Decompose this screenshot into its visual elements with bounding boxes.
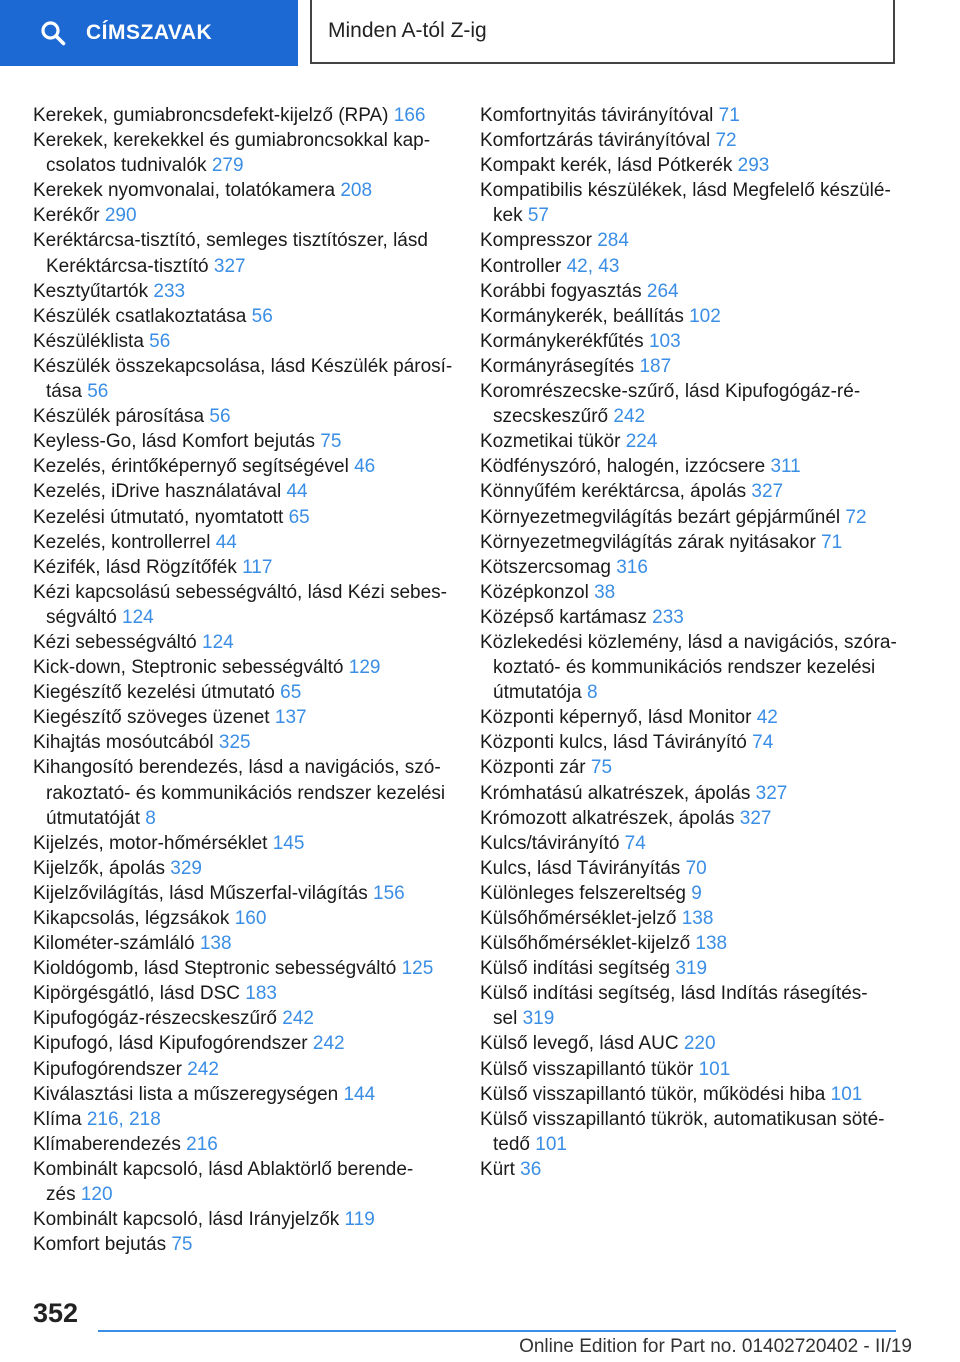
page-reference-link[interactable]: 187 xyxy=(639,355,672,377)
index-entry xyxy=(480,128,900,153)
page-reference-link[interactable]: 166 xyxy=(393,105,426,126)
index-entry xyxy=(480,354,900,379)
page-reference-link[interactable]: 124 xyxy=(122,606,154,628)
index-entry-text: Környezetmegvilágítás bezárt gépjárműnél xyxy=(480,506,846,528)
page-reference-link[interactable]: 56 xyxy=(251,305,273,327)
index-entry xyxy=(480,906,900,931)
index-entry-text: Kijelzők, ápolás xyxy=(33,857,171,879)
index-entry xyxy=(480,454,900,479)
page-reference-link[interactable]: 101 xyxy=(830,1083,863,1105)
index-entry-text: Külső visszapillantó tükör, működési hiba xyxy=(480,1083,831,1105)
index-entry xyxy=(33,1157,453,1207)
page-reference-link[interactable]: 138 xyxy=(199,933,232,955)
page-reference-link[interactable]: 327 xyxy=(751,481,784,503)
index-entry xyxy=(33,354,453,404)
index-entry-text: Keréktárcsa-tisztító, semleges tisztítószer, lásd xyxy=(33,230,428,252)
page-reference-link[interactable]: 327 xyxy=(739,807,772,829)
index-entry-text: Kihangosító berendezés, lásd a navigációs, szó- xyxy=(33,757,441,779)
index-entry xyxy=(480,605,900,630)
page-reference-link[interactable]: 137 xyxy=(274,707,307,729)
index-entry xyxy=(480,856,900,881)
page-number: 352 xyxy=(33,1298,79,1328)
page-reference-link[interactable]: 293 xyxy=(737,155,770,177)
index-entry-text: Kulcs, lásd Távirányítás xyxy=(480,857,686,879)
page-reference-link[interactable]: 224 xyxy=(625,431,658,453)
page-reference-link[interactable]: 71 xyxy=(821,531,843,553)
search-icon xyxy=(40,20,66,46)
index-entry-text: Kijelzővilágítás, lásd Műszerfal-világítás xyxy=(33,882,374,904)
index-entry xyxy=(480,479,900,504)
index-entry xyxy=(33,279,453,304)
page-reference-link[interactable]: 46 xyxy=(354,456,376,478)
index-entry-text: Kiegészítő szöveges üzenet xyxy=(33,707,275,729)
index-entry-text: Kompatibilis készülékek, lásd Megfelelő készülé- xyxy=(480,180,891,202)
index-entry xyxy=(33,304,453,329)
index-entry-text: Kiegészítő kezelési útmutató xyxy=(33,682,281,704)
page-reference-link[interactable]: 316 xyxy=(616,556,648,578)
index-entry-text: Kezelési útmutató, nyomtatott xyxy=(33,506,289,528)
index-entry xyxy=(33,981,453,1006)
index-entry-text: sel xyxy=(493,1008,523,1030)
page-reference-link[interactable]: 119 xyxy=(344,1209,375,1231)
index-entry-text: Keréktárcsa-tisztító xyxy=(46,255,214,277)
index-entry xyxy=(480,103,900,128)
page-reference-link[interactable]: 75 xyxy=(320,431,342,453)
index-entry xyxy=(480,1157,900,1182)
page-reference-link[interactable]: 242 xyxy=(613,406,646,428)
index-column-left xyxy=(33,103,453,1257)
index-entry xyxy=(33,705,453,730)
index-entry-text: Kormányrásegítés xyxy=(480,355,640,377)
index-entry-text: Külső visszapillantó tükör xyxy=(480,1058,699,1080)
index-entry-text: koztató- és kommunikációs rendszer kezelési xyxy=(493,657,876,679)
page-reference-link[interactable]: 75 xyxy=(171,1234,193,1256)
index-entry-text: Kézi kapcsolású sebességváltó, lásd Kézi sebes- xyxy=(33,581,448,603)
index-entry xyxy=(33,655,453,680)
index-entry-text: tedő xyxy=(493,1133,536,1155)
page-reference-link[interactable]: 38 xyxy=(594,581,616,603)
index-entry-text: Kerekek nyomvonalai, tolatókamera xyxy=(33,180,341,202)
page-reference-link[interactable]: 125 xyxy=(401,958,434,980)
index-entry xyxy=(480,1082,900,1107)
page-reference-link[interactable]: 233 xyxy=(153,280,186,302)
index-entry-text: Külső indítási segítség, lásd Indítás rásegítés- xyxy=(480,983,868,1005)
index-entry xyxy=(480,379,900,429)
page-reference-link[interactable]: 327 xyxy=(213,255,246,277)
page-reference-link[interactable]: 233 xyxy=(652,606,684,628)
index-entry xyxy=(33,1207,453,1232)
index-entry-text: Kijelzés, motor-hőmérséklet xyxy=(33,832,273,854)
index-entry-text: Külsőhőmérséklet-kijelző xyxy=(480,933,696,955)
index-entry xyxy=(33,429,453,454)
page-reference-link[interactable]: 56 xyxy=(209,406,231,428)
footer-divider xyxy=(98,1330,896,1332)
index-entry-text: Készüléklista xyxy=(33,330,150,352)
footer-edition-text: Online Edition for Part no. 01402720402 - II/19 xyxy=(519,1336,912,1357)
page-reference-link[interactable]: 216 xyxy=(186,1133,218,1155)
index-entry xyxy=(33,530,453,555)
index-entry-text: Készülék csatlakoztatása xyxy=(33,305,252,327)
page-reference-link[interactable]: 160 xyxy=(234,908,267,929)
index-entry xyxy=(33,906,453,931)
page-reference-link[interactable]: 36 xyxy=(520,1158,542,1180)
page-reference-link[interactable]: 220 xyxy=(683,1033,716,1055)
page-reference-link[interactable]: 9 xyxy=(691,882,702,904)
index-entry xyxy=(33,103,453,128)
page-reference-link[interactable]: 42 xyxy=(756,707,778,729)
index-entry xyxy=(33,1232,453,1257)
index-entry-text: Kipörgésgátló, lásd DSC xyxy=(33,983,246,1005)
index-entry-text: Kezelés, kontrollerrel xyxy=(33,531,216,553)
index-entry-text: Kombinált kapcsoló, lásd Irányjelzők xyxy=(33,1209,345,1231)
page-reference-link[interactable]: 44 xyxy=(286,481,308,503)
index-entry-text: Kürt xyxy=(480,1158,521,1180)
index-entry xyxy=(33,454,453,479)
index-entry xyxy=(480,1057,900,1082)
index-entry xyxy=(33,128,453,178)
index-entry-text: Készülék párosítása xyxy=(33,406,210,428)
index-entry xyxy=(480,1031,900,1056)
index-entry-text: Komfort bejutás xyxy=(33,1234,172,1256)
index-entry-text: Kilométer-számláló xyxy=(33,933,200,955)
index-entry xyxy=(33,931,453,956)
page-reference-link[interactable]: 208 xyxy=(340,180,373,202)
page-reference-link[interactable]: 120 xyxy=(80,1184,113,1206)
index-entry-text: Klímaberendezés xyxy=(33,1133,187,1155)
index-entry-text: Kézi sebességváltó xyxy=(33,631,202,653)
index-entry xyxy=(480,178,900,228)
tab-keywords-label: CÍMSZAVAK xyxy=(86,21,213,44)
page-reference-link[interactable]: 242 xyxy=(187,1058,219,1080)
page-reference-link[interactable]: 327 xyxy=(755,782,788,804)
index-entry-text: Külső visszapillantó tükrök, automatikusan söté- xyxy=(480,1108,885,1130)
index-entry xyxy=(480,555,900,580)
page-reference-link[interactable]: 44 xyxy=(215,531,237,553)
index-entry-text: útmutatója xyxy=(493,682,587,704)
index-entry xyxy=(480,956,900,981)
index-entry-text: Krómhatású alkatrészek, ápolás xyxy=(480,782,756,804)
index-entry-text: Középső kartámasz xyxy=(480,606,653,628)
page-reference-link[interactable]: 65 xyxy=(288,506,310,528)
page-reference-link[interactable]: 325 xyxy=(218,732,251,754)
index-entry xyxy=(480,981,900,1031)
index-entry-text: Ködfényszóró, halogén, izzócsere xyxy=(480,456,771,478)
page-reference-link[interactable]: 242 xyxy=(312,1033,345,1055)
index-entry-text: Kipufogógáz-részecskeszűrő xyxy=(33,1008,283,1030)
index-entry-text: Központi zár xyxy=(480,757,591,779)
index-entry-text: szecskeszűrő xyxy=(493,406,614,428)
index-entry-text: Kozmetikai tükör xyxy=(480,431,626,453)
page-reference-link[interactable]: 74 xyxy=(624,832,646,854)
page-reference-link[interactable]: 65 xyxy=(280,682,302,704)
page-reference-link[interactable]: 72 xyxy=(715,130,737,152)
page-reference-link[interactable]: 319 xyxy=(675,958,708,980)
page-reference-link[interactable]: 264 xyxy=(646,280,679,302)
index-entry-text: Könnyűfém keréktárcsa, ápolás xyxy=(480,481,752,503)
index-entry xyxy=(33,178,453,203)
page-reference-link[interactable]: 57 xyxy=(527,205,549,227)
index-entry xyxy=(480,329,900,354)
index-entry xyxy=(33,404,453,429)
index-entry-text: útmutatóját xyxy=(46,807,146,829)
index-entry-text: Kipufogórendszer xyxy=(33,1058,188,1080)
index-entry xyxy=(33,228,453,278)
index-entry-text: Kézifék, lásd Rögzítőfék xyxy=(33,556,243,578)
index-entry xyxy=(33,580,453,630)
index-entry xyxy=(33,630,453,655)
index-entry xyxy=(480,530,900,555)
index-entry-text: Kötszercsomag xyxy=(480,556,617,578)
page-reference-link[interactable]: 138 xyxy=(681,908,714,929)
index-entry xyxy=(480,429,900,454)
index-entry xyxy=(33,956,453,981)
index-entry-text: Kipufogó, lásd Kipufogórendszer xyxy=(33,1033,313,1055)
index-entry-text: Közlekedési közlemény, lásd a navigációs, szóra- xyxy=(480,631,897,653)
index-entry xyxy=(480,505,900,530)
index-entry xyxy=(33,1006,453,1031)
index-entry-text: Külső indítási segítség xyxy=(480,958,676,980)
index-entry-text: csolatos tudnivalók xyxy=(46,155,212,177)
index-entry-text: Klíma xyxy=(33,1108,87,1130)
page-reference-link[interactable]: 102 xyxy=(689,305,721,327)
page-reference-link[interactable]: 70 xyxy=(685,857,707,879)
index-entry-text: Komfortnyitás távirányítóval xyxy=(480,105,719,126)
page-reference-link[interactable]: 156 xyxy=(373,882,405,904)
index-entry-text: Kihajtás mosóutcából xyxy=(33,732,219,754)
page-reference-link[interactable]: 42, 43 xyxy=(566,255,620,277)
index-entry xyxy=(480,755,900,780)
index-entry-text: Központi kulcs, lásd Távirányító xyxy=(480,732,753,754)
index-entry-text: Központi képernyő, lásd Monitor xyxy=(480,707,757,729)
index-entry-text: Keyless-Go, lásd Komfort bejutás xyxy=(33,431,321,453)
page-reference-link[interactable]: 124 xyxy=(202,631,234,653)
index-entry-text: Korábbi fogyasztás xyxy=(480,280,647,302)
index-entry-text: Kerékőr xyxy=(33,205,105,227)
index-entry-text: Kezelés, érintőképernyő segítségével xyxy=(33,456,355,478)
index-entry xyxy=(480,580,900,605)
index-entry xyxy=(33,680,453,705)
index-entry xyxy=(33,831,453,856)
index-entry xyxy=(480,730,900,755)
index-entry xyxy=(480,931,900,956)
index-entry-text: Kompresszor xyxy=(480,230,598,252)
index-entry-text: Kikapcsolás, légzsákok xyxy=(33,908,235,929)
index-entry xyxy=(480,153,900,178)
page-reference-link[interactable]: 8 xyxy=(587,682,598,704)
index-entry-text: ségváltó xyxy=(46,606,123,628)
index-entry xyxy=(33,329,453,354)
index-entry xyxy=(480,630,900,705)
index-entry-text: Készülék összekapcsolása, lásd Készülék párosí- xyxy=(33,355,453,377)
index-entry xyxy=(480,781,900,806)
page-reference-link[interactable]: 8 xyxy=(145,807,156,829)
page-reference-link[interactable]: 117 xyxy=(242,556,273,578)
page-reference-link[interactable]: 319 xyxy=(522,1008,555,1030)
index-entry-text: Kerekek, kerekekkel és gumiabroncsokkal kap- xyxy=(33,130,431,152)
page-reference-link[interactable]: 103 xyxy=(648,330,681,352)
index-entry-text: Kezelés, iDrive használatával xyxy=(33,481,287,503)
page-reference-link[interactable]: 311 xyxy=(770,456,801,478)
index-entry xyxy=(33,1107,453,1132)
index-entry-text: Különleges felszereltség xyxy=(480,882,692,904)
page-reference-link[interactable]: 216, 218 xyxy=(86,1108,161,1130)
tab-a-to-z[interactable] xyxy=(310,0,895,64)
index-entry-text: Kick-down, Steptronic sebességváltó xyxy=(33,657,349,679)
index-entry xyxy=(33,203,453,228)
index-entry xyxy=(33,1082,453,1107)
index-entry xyxy=(33,755,453,830)
index-entry-text: Kormánykerékfűtés xyxy=(480,330,649,352)
index-entry xyxy=(33,1031,453,1056)
page-reference-link[interactable]: 71 xyxy=(718,105,740,126)
index-entry xyxy=(33,505,453,530)
page-reference-link[interactable]: 329 xyxy=(170,857,202,879)
index-entry-text: zés xyxy=(46,1184,81,1206)
page-reference-link[interactable]: 138 xyxy=(695,933,728,955)
index-entry xyxy=(33,1132,453,1157)
index-entry-text: Kombinált kapcsoló, lásd Ablaktörlő berende- xyxy=(33,1158,414,1180)
index-entry xyxy=(480,254,900,279)
index-entry-text: Kerekek, gumiabroncsdefekt-kijelző (RPA) xyxy=(33,105,394,126)
page-reference-link[interactable]: 129 xyxy=(348,657,381,679)
index-entry-text: Külső levegő, lásd AUC xyxy=(480,1033,684,1055)
tab-keywords[interactable] xyxy=(0,0,298,66)
index-entry-text: Kulcs/távirányító xyxy=(480,832,625,854)
page-reference-link[interactable]: 74 xyxy=(752,732,774,754)
page-reference-link[interactable]: 101 xyxy=(535,1133,567,1155)
page-reference-link[interactable]: 144 xyxy=(343,1083,376,1105)
index-entry xyxy=(33,881,453,906)
index-entry xyxy=(480,1107,900,1157)
index-column-right xyxy=(480,103,900,1182)
index-entry xyxy=(480,279,900,304)
index-entry xyxy=(33,730,453,755)
page-reference-link[interactable]: 56 xyxy=(149,330,171,352)
index-entry-text: kek xyxy=(493,205,528,227)
page-reference-link[interactable]: 72 xyxy=(845,506,867,528)
index-entry-text: Koromrészecske-szűrő, lásd Kipufogógáz-ré- xyxy=(480,381,861,403)
page-reference-link[interactable]: 242 xyxy=(282,1008,314,1030)
page-reference-link[interactable]: 56 xyxy=(87,381,109,403)
index-entry-text: Kesztyűtartók xyxy=(33,280,154,302)
index-entry-text: Kontroller xyxy=(480,255,567,277)
index-entry xyxy=(480,806,900,831)
header xyxy=(0,0,960,66)
index-entry-text: Környezetmegvilágítás zárak nyitásakor xyxy=(480,531,822,553)
index-entry xyxy=(480,228,900,253)
index-entry xyxy=(33,1057,453,1082)
index-entry-text: Külsőhőmérséklet-jelző xyxy=(480,908,682,929)
page-reference-link[interactable]: 290 xyxy=(104,205,137,227)
index-entry xyxy=(33,856,453,881)
page-reference-link[interactable]: 145 xyxy=(272,832,305,854)
index-entry xyxy=(480,881,900,906)
index-entry xyxy=(480,705,900,730)
page-reference-link[interactable]: 284 xyxy=(597,230,629,252)
index-entry-text: tása xyxy=(46,381,88,403)
index-entry-text: Kormánykerék, beállítás xyxy=(480,305,690,327)
index-entry-text: Középkonzol xyxy=(480,581,595,603)
page-reference-link[interactable]: 101 xyxy=(698,1058,731,1080)
index-entry-text: Krómozott alkatrészek, ápolás xyxy=(480,807,740,829)
page-reference-link[interactable]: 75 xyxy=(590,757,613,779)
index-entry xyxy=(480,304,900,329)
page-reference-link[interactable]: 279 xyxy=(211,155,244,177)
tab-a-to-z-label: Minden A-tól Z-ig xyxy=(328,19,487,42)
index-entry xyxy=(33,555,453,580)
index-entry-text: rakoztató- és kommunikációs rendszer kezelési xyxy=(46,782,446,804)
index-entry-text: Komfortzárás távirányítóval xyxy=(480,130,716,152)
page-reference-link[interactable]: 183 xyxy=(245,983,277,1005)
index-entry-text: Kioldógomb, lásd Steptronic sebességváltó xyxy=(33,958,402,980)
index-entry xyxy=(480,831,900,856)
index-entry xyxy=(33,479,453,504)
index-entry-text: Kiválasztási lista a műszeregységen xyxy=(33,1083,344,1105)
index-entry-text: Kompakt kerék, lásd Pótkerék xyxy=(480,155,738,177)
